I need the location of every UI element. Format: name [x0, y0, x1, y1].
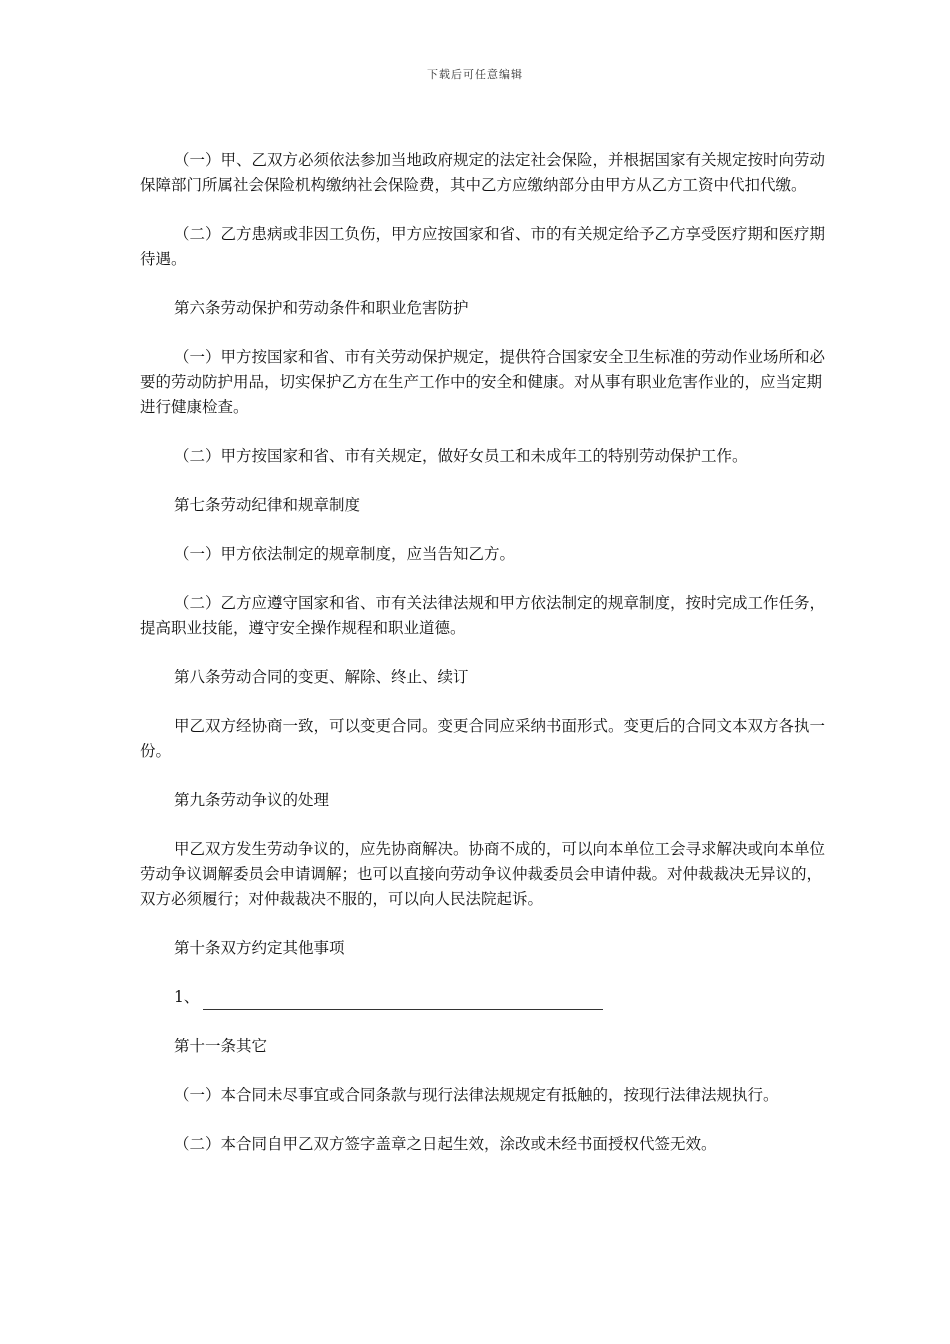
article-9-heading: 第九条劳动争议的处理 — [174, 791, 330, 809]
paragraph-medical-period: （二）乙方患病或非因工负伤，甲方应按国家和省、市的有关规定给予乙方享受医疗期和医疗期待遇。 — [140, 225, 826, 268]
item-1-label: 1、 — [174, 988, 200, 1006]
paragraph-rules-notice: （一）甲方依法制定的规章制度，应当告知乙方。 — [174, 545, 516, 563]
paragraph-social-insurance: （一）甲、乙双方必须依法参加当地政府规定的法定社会保险，并根据国家有关规定按时向劳动保障部门所属社会保险机构缴纳社会保险费，其中乙方应缴纳部分由甲方从乙方工资中代扣代缴。 — [140, 151, 826, 194]
document-body — [140, 148, 830, 1181]
paragraph-law-precedence: （一）本合同未尽事宜或合同条款与现行法律法规规定有抵触的，按现行法律法规执行。 — [174, 1086, 779, 1104]
article-7-heading: 第七条劳动纪律和规章制度 — [174, 496, 361, 514]
fill-in-blank-line[interactable] — [203, 993, 603, 1010]
paragraph-labor-protection: （一）甲方按国家和省、市有关劳动保护规定，提供符合国家安全卫生标准的劳动作业场所和必要的劳动防护用品，切实保护乙方在生产工作中的安全和健康。对从事有职业危害作业的，应当定期进行健康检查。 — [140, 348, 826, 416]
paragraph-special-protection: （二）甲方按国家和省、市有关规定，做好女员工和未成年工的特别劳动保护工作。 — [174, 447, 748, 465]
article-10-heading: 第十条双方约定其他事项 — [174, 939, 345, 957]
article-11-heading: 第十一条其它 — [174, 1037, 268, 1055]
paragraph-effective-date: （二）本合同自甲乙双方签字盖章之日起生效，涂改或未经书面授权代签无效。 — [174, 1135, 717, 1153]
article-6-heading: 第六条劳动保护和劳动条件和职业危害防护 — [174, 299, 469, 317]
page-header-note: 下载后可任意编辑 — [427, 68, 523, 81]
article-8-heading: 第八条劳动合同的变更、解除、终止、续订 — [174, 668, 469, 686]
paragraph-dispute-handling: 甲乙双方发生劳动争议的，应先协商解决。协商不成的，可以向本单位工会寻求解决或向本单位劳动争议调解委员会申请调解；也可以直接向劳动争议仲裁委员会申请仲裁。对仲裁裁决无异议的，双方必须履行；对仲裁裁决不服的，可以向人民法院起诉。 — [140, 840, 826, 908]
other-matters-item-1 — [140, 985, 830, 1010]
paragraph-rules-compliance: （二）乙方应遵守国家和省、市有关法律法规和甲方依法制定的规章制度，按时完成工作任务，提高职业技能，遵守安全操作规程和职业道德。 — [140, 594, 826, 637]
paragraph-contract-change: 甲乙双方经协商一致，可以变更合同。变更合同应采纳书面形式。变更后的合同文本双方各执一份。 — [140, 717, 826, 760]
